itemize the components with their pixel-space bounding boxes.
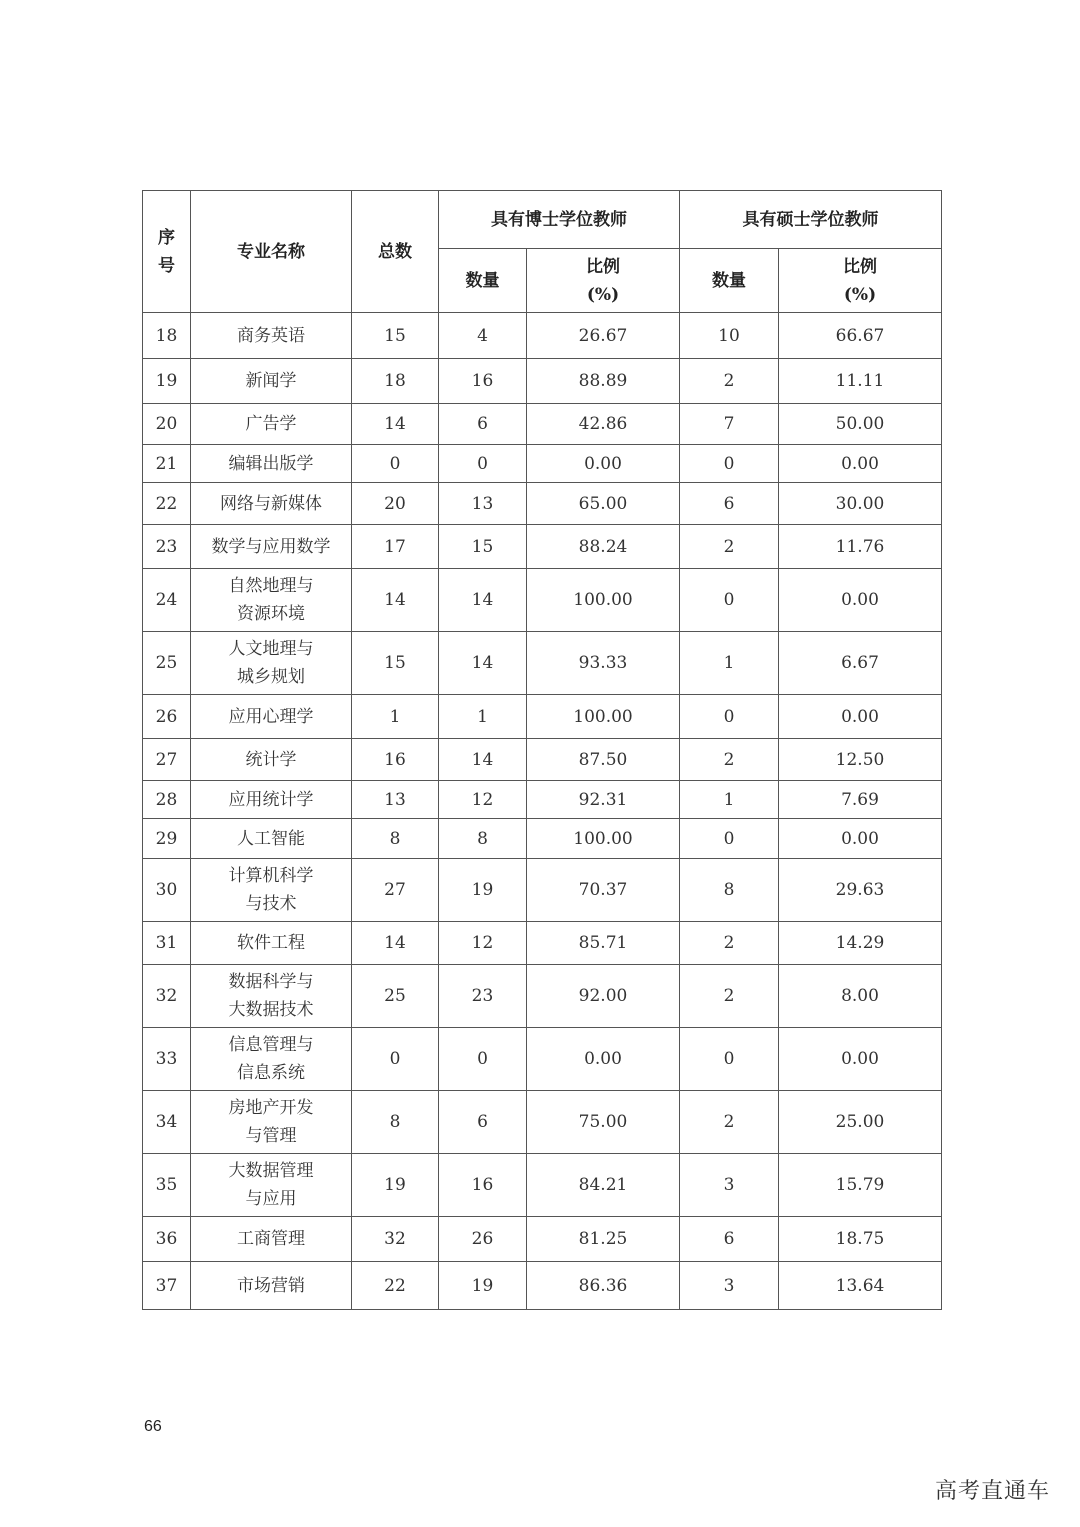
cell-masters-ratio: 6.67 (779, 632, 942, 695)
cell-masters-count: 3 (680, 1154, 779, 1217)
cell-masters-ratio: 13.64 (779, 1262, 942, 1310)
cell-seq: 25 (143, 632, 191, 695)
table-row (143, 695, 942, 739)
cell-major: 房地产开发 与管理 (191, 1091, 352, 1154)
cell-masters-ratio: 0.00 (779, 569, 942, 632)
cell-phd-ratio: 81.25 (527, 1217, 680, 1262)
cell-seq: 26 (143, 695, 191, 739)
cell-seq: 30 (143, 859, 191, 922)
header-masters-count: 数量 (680, 249, 779, 313)
cell-phd-count: 0 (439, 1028, 527, 1091)
cell-masters-ratio: 25.00 (779, 1091, 942, 1154)
cell-major: 信息管理与 信息系统 (191, 1028, 352, 1091)
header-row-top (143, 191, 942, 249)
cell-total: 25 (352, 965, 439, 1028)
table-row (143, 965, 942, 1028)
cell-phd-ratio: 84.21 (527, 1154, 680, 1217)
header-phd-count: 数量 (439, 249, 527, 313)
cell-seq: 32 (143, 965, 191, 1028)
table-row (143, 1262, 942, 1310)
cell-seq: 24 (143, 569, 191, 632)
cell-seq: 31 (143, 922, 191, 965)
cell-seq: 21 (143, 445, 191, 483)
cell-phd-count: 0 (439, 445, 527, 483)
cell-phd-ratio: 86.36 (527, 1262, 680, 1310)
cell-total: 32 (352, 1217, 439, 1262)
cell-major: 人文地理与 城乡规划 (191, 632, 352, 695)
table-row (143, 632, 942, 695)
cell-phd-count: 26 (439, 1217, 527, 1262)
table-row (143, 313, 942, 359)
cell-total: 14 (352, 404, 439, 445)
table-row (143, 781, 942, 819)
cell-masters-ratio: 50.00 (779, 404, 942, 445)
table-body (143, 313, 942, 1310)
table-row (143, 445, 942, 483)
cell-major: 新闻学 (191, 359, 352, 404)
cell-seq: 28 (143, 781, 191, 819)
cell-phd-count: 8 (439, 819, 527, 859)
cell-masters-count: 2 (680, 922, 779, 965)
cell-phd-ratio: 92.00 (527, 965, 680, 1028)
cell-major: 广告学 (191, 404, 352, 445)
cell-seq: 27 (143, 739, 191, 781)
cell-phd-count: 14 (439, 739, 527, 781)
cell-masters-ratio: 0.00 (779, 445, 942, 483)
cell-seq: 20 (143, 404, 191, 445)
cell-phd-ratio: 100.00 (527, 569, 680, 632)
cell-masters-ratio: 15.79 (779, 1154, 942, 1217)
cell-seq: 18 (143, 313, 191, 359)
table-header (143, 191, 942, 313)
cell-phd-count: 12 (439, 781, 527, 819)
cell-total: 19 (352, 1154, 439, 1217)
cell-total: 16 (352, 739, 439, 781)
cell-phd-count: 16 (439, 359, 527, 404)
cell-seq: 22 (143, 483, 191, 525)
cell-seq: 35 (143, 1154, 191, 1217)
cell-masters-ratio: 29.63 (779, 859, 942, 922)
cell-masters-ratio: 0.00 (779, 695, 942, 739)
cell-masters-count: 0 (680, 1028, 779, 1091)
cell-total: 0 (352, 1028, 439, 1091)
cell-major: 编辑出版学 (191, 445, 352, 483)
cell-masters-ratio: 8.00 (779, 965, 942, 1028)
table-row (143, 1028, 942, 1091)
cell-seq: 33 (143, 1028, 191, 1091)
cell-phd-ratio: 65.00 (527, 483, 680, 525)
cell-phd-ratio: 93.33 (527, 632, 680, 695)
table-row (143, 404, 942, 445)
cell-seq: 34 (143, 1091, 191, 1154)
cell-masters-count: 8 (680, 859, 779, 922)
cell-major: 应用心理学 (191, 695, 352, 739)
cell-phd-ratio: 92.31 (527, 781, 680, 819)
header-total: 总数 (352, 191, 439, 313)
table-row (143, 1154, 942, 1217)
cell-total: 0 (352, 445, 439, 483)
cell-phd-count: 16 (439, 1154, 527, 1217)
cell-masters-ratio: 0.00 (779, 1028, 942, 1091)
cell-phd-ratio: 100.00 (527, 819, 680, 859)
cell-phd-ratio: 88.24 (527, 525, 680, 569)
cell-masters-count: 2 (680, 525, 779, 569)
cell-masters-count: 1 (680, 632, 779, 695)
page-number: 66 (144, 1418, 162, 1435)
cell-phd-count: 14 (439, 569, 527, 632)
cell-total: 1 (352, 695, 439, 739)
table-row (143, 569, 942, 632)
cell-major: 应用统计学 (191, 781, 352, 819)
cell-total: 18 (352, 359, 439, 404)
table-row (143, 483, 942, 525)
cell-total: 22 (352, 1262, 439, 1310)
cell-major: 市场营销 (191, 1262, 352, 1310)
cell-phd-count: 13 (439, 483, 527, 525)
cell-phd-ratio: 42.86 (527, 404, 680, 445)
header-major: 专业名称 (191, 191, 352, 313)
cell-major: 数学与应用数学 (191, 525, 352, 569)
faculty-degree-table (142, 190, 942, 1310)
cell-major: 自然地理与 资源环境 (191, 569, 352, 632)
cell-phd-ratio: 87.50 (527, 739, 680, 781)
cell-masters-count: 3 (680, 1262, 779, 1310)
cell-seq: 36 (143, 1217, 191, 1262)
cell-masters-ratio: 11.11 (779, 359, 942, 404)
cell-phd-count: 6 (439, 1091, 527, 1154)
cell-masters-ratio: 30.00 (779, 483, 942, 525)
header-phd-group: 具有博士学位教师 (439, 191, 680, 249)
cell-masters-count: 0 (680, 569, 779, 632)
cell-masters-count: 6 (680, 1217, 779, 1262)
cell-masters-count: 6 (680, 483, 779, 525)
cell-masters-count: 2 (680, 739, 779, 781)
cell-masters-count: 0 (680, 695, 779, 739)
cell-masters-ratio: 18.75 (779, 1217, 942, 1262)
cell-phd-count: 6 (439, 404, 527, 445)
cell-phd-count: 19 (439, 1262, 527, 1310)
cell-masters-count: 0 (680, 819, 779, 859)
cell-seq: 29 (143, 819, 191, 859)
table-row (143, 1091, 942, 1154)
cell-total: 15 (352, 632, 439, 695)
cell-phd-count: 1 (439, 695, 527, 739)
cell-phd-count: 19 (439, 859, 527, 922)
cell-total: 13 (352, 781, 439, 819)
cell-phd-count: 4 (439, 313, 527, 359)
cell-phd-count: 23 (439, 965, 527, 1028)
cell-major: 数据科学与 大数据技术 (191, 965, 352, 1028)
cell-total: 8 (352, 819, 439, 859)
cell-masters-count: 2 (680, 1091, 779, 1154)
cell-seq: 37 (143, 1262, 191, 1310)
cell-masters-count: 1 (680, 781, 779, 819)
table-row (143, 359, 942, 404)
cell-phd-ratio: 26.67 (527, 313, 680, 359)
cell-total: 8 (352, 1091, 439, 1154)
cell-masters-ratio: 14.29 (779, 922, 942, 965)
cell-phd-ratio: 100.00 (527, 695, 680, 739)
header-seq: 序 号 (143, 191, 191, 313)
cell-total: 17 (352, 525, 439, 569)
table-row (143, 819, 942, 859)
table-row (143, 922, 942, 965)
cell-major: 工商管理 (191, 1217, 352, 1262)
cell-masters-ratio: 12.50 (779, 739, 942, 781)
cell-phd-count: 15 (439, 525, 527, 569)
header-phd-ratio: 比例 (%) (527, 249, 680, 313)
cell-phd-ratio: 0.00 (527, 445, 680, 483)
cell-major: 网络与新媒体 (191, 483, 352, 525)
cell-masters-ratio: 0.00 (779, 819, 942, 859)
cell-major: 计算机科学 与技术 (191, 859, 352, 922)
cell-phd-count: 12 (439, 922, 527, 965)
cell-major: 统计学 (191, 739, 352, 781)
cell-total: 14 (352, 922, 439, 965)
cell-phd-ratio: 75.00 (527, 1091, 680, 1154)
cell-masters-count: 0 (680, 445, 779, 483)
cell-total: 14 (352, 569, 439, 632)
cell-total: 20 (352, 483, 439, 525)
cell-masters-count: 2 (680, 965, 779, 1028)
table-row (143, 1217, 942, 1262)
cell-masters-count: 2 (680, 359, 779, 404)
cell-major: 大数据管理 与应用 (191, 1154, 352, 1217)
watermark: 高考直通车 (934, 1479, 1050, 1504)
header-masters-group: 具有硕士学位教师 (680, 191, 942, 249)
cell-masters-ratio: 66.67 (779, 313, 942, 359)
cell-major: 软件工程 (191, 922, 352, 965)
table-row (143, 859, 942, 922)
cell-phd-ratio: 88.89 (527, 359, 680, 404)
cell-masters-ratio: 11.76 (779, 525, 942, 569)
cell-major: 人工智能 (191, 819, 352, 859)
cell-seq: 19 (143, 359, 191, 404)
header-masters-ratio: 比例 (%) (779, 249, 942, 313)
cell-phd-ratio: 70.37 (527, 859, 680, 922)
cell-masters-count: 10 (680, 313, 779, 359)
cell-total: 15 (352, 313, 439, 359)
cell-masters-ratio: 7.69 (779, 781, 942, 819)
cell-masters-count: 7 (680, 404, 779, 445)
cell-major: 商务英语 (191, 313, 352, 359)
cell-seq: 23 (143, 525, 191, 569)
cell-phd-count: 14 (439, 632, 527, 695)
cell-total: 27 (352, 859, 439, 922)
cell-phd-ratio: 0.00 (527, 1028, 680, 1091)
table-row (143, 525, 942, 569)
table-row (143, 739, 942, 781)
cell-phd-ratio: 85.71 (527, 922, 680, 965)
